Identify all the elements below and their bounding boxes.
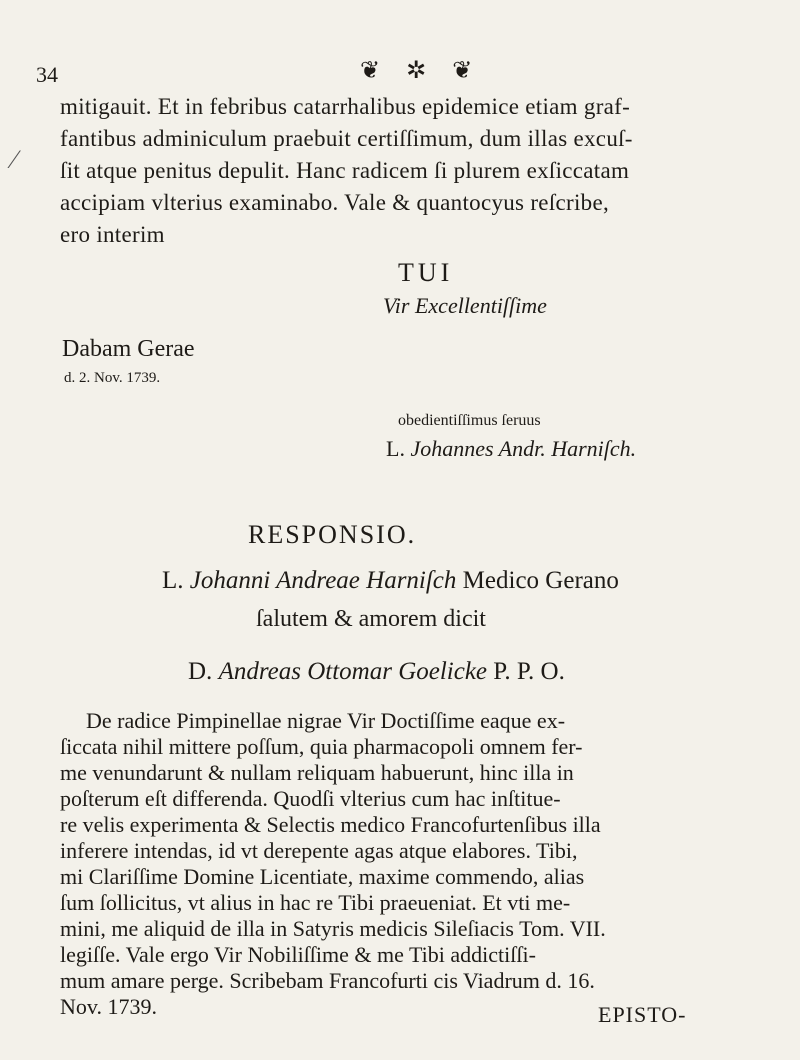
sender-name: Andreas Ottomar Goelicke bbox=[218, 658, 488, 685]
sender-line bbox=[188, 658, 565, 686]
letter-line: fantibus adminiculum praebuit certiſſimum, dum illas excuſ- bbox=[60, 126, 633, 151]
margin-mark: ⁄ bbox=[12, 145, 17, 174]
signature-prefix: L. bbox=[386, 436, 405, 461]
responsio-heading: RESPONSIO. bbox=[248, 520, 417, 549]
closing-vir: Vir Excellentiſſime bbox=[383, 293, 547, 318]
addressee-prefix: L. bbox=[162, 567, 184, 594]
body-line: mi Clariſſime Domine Licentiate, maxime commendo, alias bbox=[60, 864, 585, 889]
body-line: poſterum eſt differenda. Quodſi vlterius cum hac inſtitue- bbox=[60, 786, 561, 811]
salutation: ſalutem & amorem dicit bbox=[256, 606, 486, 632]
body-line: legiſſe. Vale ergo Vir Nobiliſſime & me Tibi addictiſſi- bbox=[60, 942, 536, 967]
page-number: 34 bbox=[36, 62, 58, 87]
body-line: Nov. 1739. bbox=[60, 994, 157, 1019]
signature-name: Johannes Andr. Harniſch. bbox=[410, 436, 637, 461]
header-ornament: ❦ ✲ ❦ bbox=[360, 58, 483, 84]
closing-obediens: obedientiſſimus ſeruus bbox=[398, 412, 541, 429]
signature bbox=[386, 436, 636, 462]
body-line: re velis experimenta & Selectis medico Francofurtenſibus illa bbox=[60, 812, 601, 837]
body-line: me venundarunt & nullam reliquam habuerunt, hinc illa in bbox=[60, 760, 574, 785]
body-line: ſiccata nihil mittere poſſum, quia pharmacopoli omnem fer- bbox=[60, 734, 583, 759]
addressee-line bbox=[162, 567, 619, 595]
letter-line: mitigauit. Et in febribus catarrhalibus epidemice etiam graf- bbox=[60, 94, 631, 119]
body-line: De radice Pimpinellae nigrae Vir Doctiſſime eaque ex- bbox=[86, 708, 566, 733]
date-line: d. 2. Nov. 1739. bbox=[64, 370, 161, 386]
sender-suffix: P. P. O. bbox=[493, 658, 565, 685]
closing-tui: TUI bbox=[398, 258, 454, 287]
letter-line: ſit atque penitus depulit. Hanc radicem ſi plurem exſiccatam bbox=[60, 158, 630, 183]
addressee-name: Johanni Andreae Harniſch bbox=[189, 567, 457, 594]
body-line: inferere intendas, id vt derepente agas atque elabores. Tibi, bbox=[60, 838, 578, 863]
body-line: mini, me aliquid de illa in Satyris medicis Sileſiacis Tom. VII. bbox=[60, 916, 606, 941]
catchword: EPISTO- bbox=[598, 1002, 687, 1027]
body-line: mum amare perge. Scribebam Francofurti cis Viadrum d. 16. bbox=[60, 968, 595, 993]
letter-line: accipiam vlterius examinabo. Vale & quantocyus reſcribe, bbox=[60, 190, 610, 215]
sender-prefix: D. bbox=[188, 658, 213, 685]
letter-line: ero interim bbox=[60, 222, 165, 247]
body-line: ſum ſollicitus, vt alius in hac re Tibi praeueniat. Et vti me- bbox=[60, 890, 571, 915]
addressee-suffix: Medico Gerano bbox=[462, 567, 619, 594]
place-line: Dabam Gerae bbox=[62, 336, 195, 362]
